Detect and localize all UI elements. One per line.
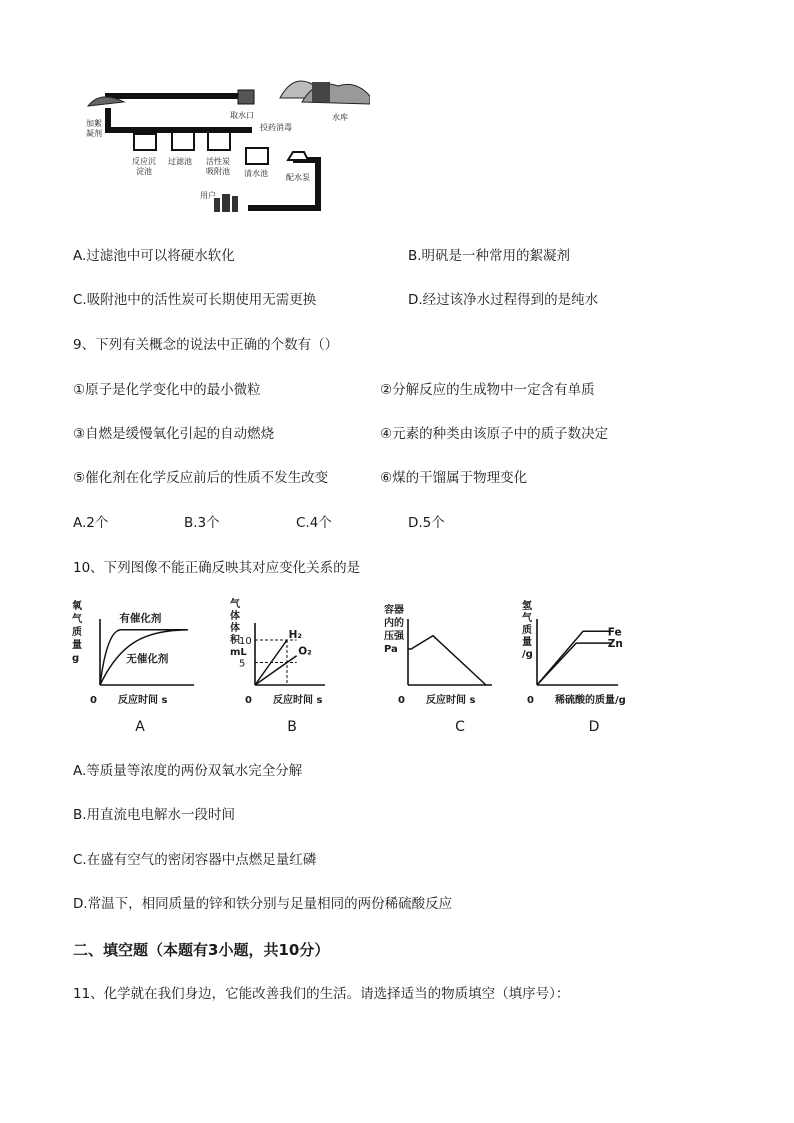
svg-text:反应沉: 反应沉 bbox=[132, 157, 156, 166]
pipe-distribution bbox=[248, 160, 318, 208]
chart-B-ylabel-char: mL bbox=[230, 647, 247, 658]
chart-B-series-label: H₂ bbox=[288, 629, 302, 642]
chart-D-ylabel-char: /g bbox=[522, 649, 533, 660]
q10-option-b: B.用直流电电解水一段时间 bbox=[73, 807, 236, 823]
chart-A-ylabel-char: 量 bbox=[72, 640, 82, 651]
svg-text:取水口: 取水口 bbox=[230, 111, 254, 120]
chart-B-series-line bbox=[255, 656, 297, 685]
pump-house bbox=[288, 152, 308, 160]
chart-B-ylabel-char: 气 bbox=[230, 599, 240, 610]
tank-sedimentation bbox=[134, 134, 156, 150]
water-purification-diagram bbox=[80, 68, 370, 218]
svg-text:凝剂: 凝剂 bbox=[86, 129, 102, 138]
chart-B-series-label: O₂ bbox=[298, 645, 312, 658]
section-2-title: 二、填空题（本题有3小题，共10分） bbox=[73, 941, 330, 959]
svg-text:活性炭: 活性炭 bbox=[206, 157, 230, 166]
chart-C-xlabel: 反应时间 s bbox=[426, 695, 476, 706]
chart-C-ylabel-char: 容器 bbox=[384, 605, 404, 616]
chart-B-ylabel-char: 积 bbox=[230, 635, 240, 646]
chart-C-ylabel-char: 内的 bbox=[384, 618, 404, 629]
chart-A-panel-label: A bbox=[135, 719, 145, 735]
chart-A-series-label: 无催化剂 bbox=[126, 652, 169, 665]
q10-option-d: D.常温下，相同质量的锌和铁分别与足量相同的两份稀硫酸反应 bbox=[73, 896, 453, 912]
q10-stem: 10、下列图像不能正确反映其对应变化关系的是 bbox=[73, 560, 361, 576]
q8-option-d: D.经过该净水过程得到的是纯水 bbox=[408, 292, 599, 308]
chart-D-panel-label: D bbox=[588, 719, 600, 735]
chart-B-ytick: 5 bbox=[239, 658, 246, 670]
chart-B-panel-label: B bbox=[287, 719, 297, 735]
tank-filtration bbox=[172, 132, 194, 150]
chart-D-series-line bbox=[537, 643, 612, 685]
q11-stem: 11、化学就在我们身边，它能改善我们的生活。请选择适当的物质填空（填序号）： bbox=[73, 986, 570, 1002]
q9-option-c: C.4个 bbox=[296, 515, 332, 531]
chart-D-ylabel-char: 氢 bbox=[522, 601, 532, 612]
tank-adsorption bbox=[208, 132, 230, 150]
pipe-intake bbox=[108, 96, 248, 100]
q10-charts bbox=[70, 597, 650, 739]
chart-C-panel-label: C bbox=[455, 719, 465, 735]
chart-A-origin: 0 bbox=[90, 695, 97, 706]
chart-B-xlabel: 反应时间 s bbox=[273, 695, 323, 706]
chart-D-ylabel-char: 量 bbox=[522, 637, 532, 648]
chart-C-ylabel-char: 压强 bbox=[384, 631, 404, 642]
svg-text:投药消毒: 投药消毒 bbox=[260, 123, 292, 132]
chart-D-ylabel-char: 气 bbox=[522, 613, 532, 624]
svg-text:用户: 用户 bbox=[200, 191, 216, 200]
q9-option-a: A.2个 bbox=[73, 515, 109, 531]
tank-clear-water bbox=[246, 148, 268, 164]
intake-box bbox=[238, 90, 254, 104]
chart-D-series-label: Zn bbox=[607, 638, 623, 651]
q8-option-a: A.过滤池中可以将硬水软化 bbox=[73, 248, 235, 264]
q9-item-5: ⑤催化剂在化学反应前后的性质不发生改变 bbox=[73, 470, 329, 486]
chart-C-series-line bbox=[408, 636, 486, 685]
chart-A-ylabel-char: g bbox=[72, 653, 80, 664]
svg-text:水库: 水库 bbox=[332, 113, 348, 122]
chart-D-series-line bbox=[537, 631, 612, 685]
q9-item-6: ⑥煤的干馏属于物理变化 bbox=[380, 470, 528, 486]
q10-option-a: A.等质量等浓度的两份双氧水完全分解 bbox=[73, 763, 303, 779]
svg-text:吸附池: 吸附池 bbox=[206, 167, 230, 176]
chart-D-xlabel: 稀硫酸的质量/g bbox=[555, 695, 626, 706]
chart-C-ylabel-char: Pa bbox=[384, 644, 398, 655]
q9-item-1: ①原子是化学变化中的最小微粒 bbox=[73, 382, 261, 398]
chart-A-ylabel-char: 气 bbox=[72, 614, 82, 625]
svg-text:配水泵: 配水泵 bbox=[286, 173, 310, 182]
svg-text:加絮: 加絮 bbox=[86, 119, 102, 128]
chart-A-xlabel: 反应时间 s bbox=[118, 695, 168, 706]
svg-text:淀池: 淀池 bbox=[136, 167, 152, 176]
q10-option-c: C.在盛有空气的密闭容器中点燃足量红磷 bbox=[73, 852, 317, 868]
chart-D-series-label: Fe bbox=[607, 626, 622, 639]
q9-option-b: B.3个 bbox=[184, 515, 220, 531]
q9-item-2: ②分解反应的生成物中一定含有单质 bbox=[380, 382, 595, 398]
chart-B-origin: 0 bbox=[245, 695, 252, 706]
chart-C-origin: 0 bbox=[398, 695, 405, 706]
chart-A-series-label: 有催化剂 bbox=[119, 612, 162, 625]
chart-A-ylabel-char: 氧 bbox=[72, 601, 82, 612]
chart-A-ylabel-char: 质 bbox=[72, 627, 82, 638]
chart-B-ytick: 10 bbox=[239, 636, 252, 647]
q9-stem: 9、下列有关概念的说法中正确的个数有（） bbox=[73, 337, 339, 353]
q8-option-c: C.吸附池中的活性炭可长期使用无需更换 bbox=[73, 292, 317, 308]
q9-item-4: ④元素的种类由该原子中的质子数决定 bbox=[380, 426, 609, 442]
chart-B-ylabel-char: 体 bbox=[230, 611, 240, 622]
chart-B-ylabel-char: 体 bbox=[230, 623, 240, 634]
q8-option-b: B.明矾是一种常用的絮凝剂 bbox=[408, 248, 571, 264]
svg-text:清水池: 清水池 bbox=[244, 169, 268, 178]
q9-item-3: ③自燃是缓慢氧化引起的自动燃烧 bbox=[73, 426, 275, 442]
chart-D-ylabel-char: 质 bbox=[522, 625, 532, 636]
chart-D-origin: 0 bbox=[527, 695, 534, 706]
svg-text:过滤池: 过滤池 bbox=[168, 157, 192, 166]
q9-option-d: D.5个 bbox=[408, 515, 445, 531]
